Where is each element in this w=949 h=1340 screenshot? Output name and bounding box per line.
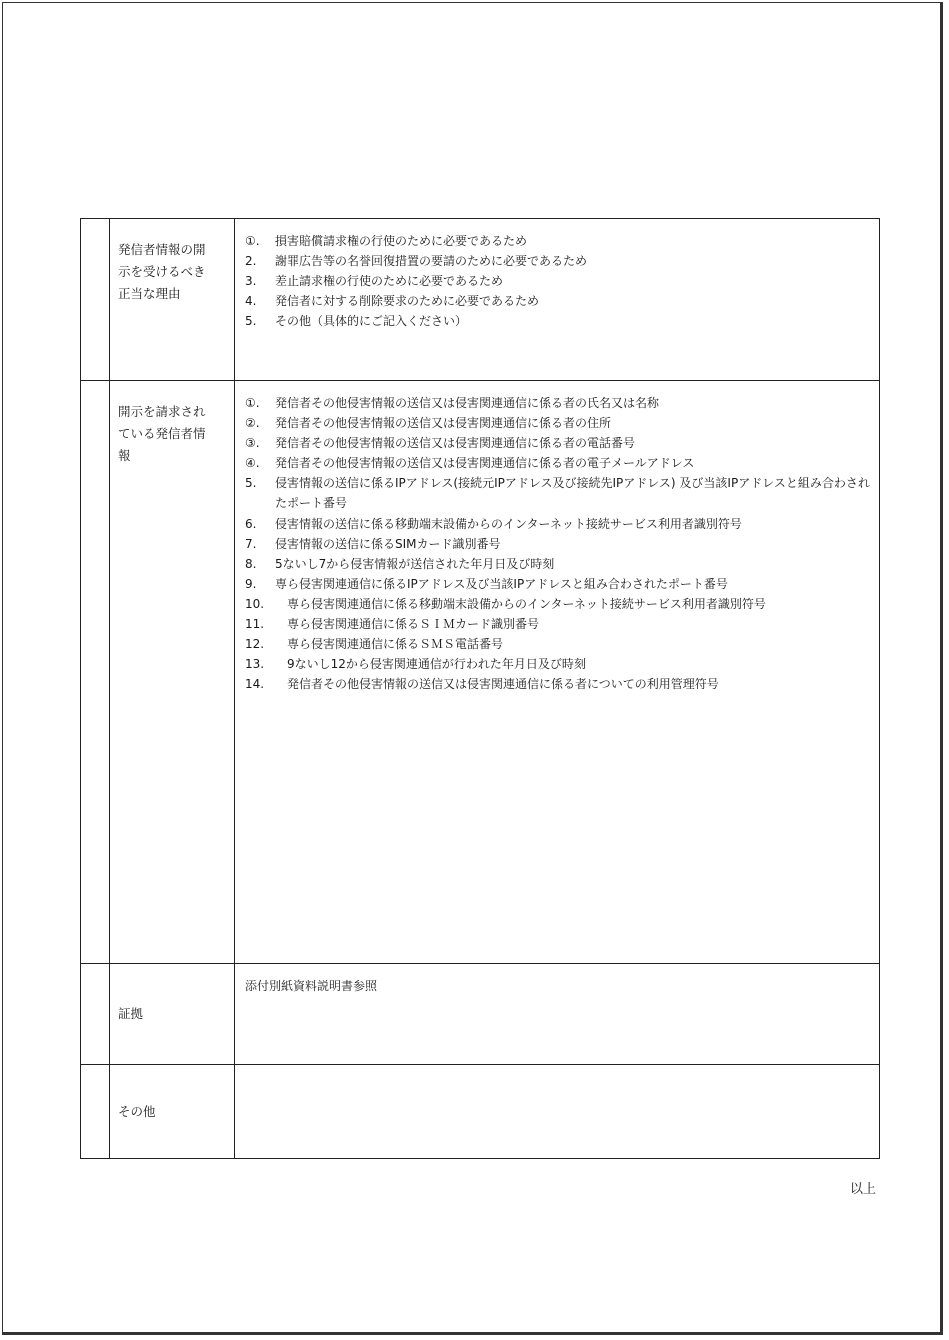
- list-item: 14. 発信者その他侵害情報の送信又は侵害関連通信に係る者についての利用管理符号: [245, 677, 719, 692]
- requested-info-list: [235, 381, 880, 964]
- blank-cell: [81, 1065, 110, 1159]
- list-item: 13. 9ないし12から侵害関連通信が行われた年月日及び時刻: [245, 657, 586, 672]
- list-item: 4. 発信者に対する削除要求のために必要であるため: [245, 294, 540, 309]
- label-requested-info: 開示を請求され ている発信者情 報: [118, 404, 206, 463]
- label-evidence: 証拠: [118, 1006, 144, 1021]
- list-item: 11. 専ら侵害関連通信に係るＳＩＭカード識別番号: [245, 617, 540, 632]
- other-cell: [235, 1065, 880, 1159]
- blank-cell: [81, 219, 110, 381]
- list-item: 12. 専ら侵害関連通信に係るＳＭＳ電話番号: [245, 637, 504, 652]
- row-label: [110, 1065, 235, 1159]
- disclosure-form-table: [80, 218, 880, 1159]
- list-item: 2. 謝罪広告等の名誉回復措置の要請のために必要であるため: [245, 254, 588, 269]
- blank-cell: [81, 381, 110, 964]
- list-item: 8. 5ないし7から侵害情報が送信された年月日及び時刻: [245, 556, 555, 571]
- table-row: [81, 1065, 880, 1159]
- list-item: ③. 発信者その他侵害情報の送信又は侵害関連通信に係る者の電話番号: [245, 436, 636, 451]
- list-item: ①. 損害賠償請求権の行使のために必要であるため: [245, 234, 528, 248]
- evidence-cell: [235, 964, 880, 1065]
- closing-text: 以上: [849, 1182, 876, 1197]
- list-item: ①. 発信者その他侵害情報の送信又は侵害関連通信に係る者の氏名又は名称: [245, 396, 660, 410]
- label-reason: 発信者情報の開 示を受けるべき 正当な理由: [118, 242, 206, 301]
- row-label: [110, 219, 235, 381]
- row-label: [110, 381, 235, 964]
- row-label: [110, 964, 235, 1065]
- list-item: 10. 専ら侵害関連通信に係る移動端末設備からのインターネット接続サービス利用者識別符号: [245, 596, 766, 611]
- blank-cell: [81, 964, 110, 1065]
- list-item: 5. その他（具体的にご記入ください）: [245, 314, 468, 329]
- reason-list: [235, 219, 880, 381]
- table-row: [81, 381, 880, 964]
- table-row: [81, 219, 880, 381]
- list-item: ②. 発信者その他侵害情報の送信又は侵害関連通信に係る者の住所: [245, 416, 612, 431]
- table-row: [81, 964, 880, 1065]
- evidence-text: 添付別紙資料説明書参照: [245, 979, 378, 993]
- list-item: 9. 専ら侵害関連通信に係るIPアドレス及び当該IPアドレスと組み合わされたポート番号: [245, 576, 728, 591]
- label-other: その他: [118, 1103, 156, 1119]
- list-item: 5. 侵害情報の送信に係るIPアドレス(接続元IPアドレス及び接続先IPアドレス) 及び当該IPアドレスと組み合わされたポート番号: [245, 476, 870, 511]
- list-item: 3. 差止請求権の行使のために必要であるため: [245, 274, 504, 289]
- list-item: 7. 侵害情報の送信に係るSIMカード識別番号: [245, 536, 501, 551]
- list-item: 6. 侵害情報の送信に係る移動端末設備からのインターネット接続サービス利用者識別符号: [245, 516, 742, 531]
- list-item: ④. 発信者その他侵害情報の送信又は侵害関連通信に係る者の電子メールアドレス: [245, 456, 695, 471]
